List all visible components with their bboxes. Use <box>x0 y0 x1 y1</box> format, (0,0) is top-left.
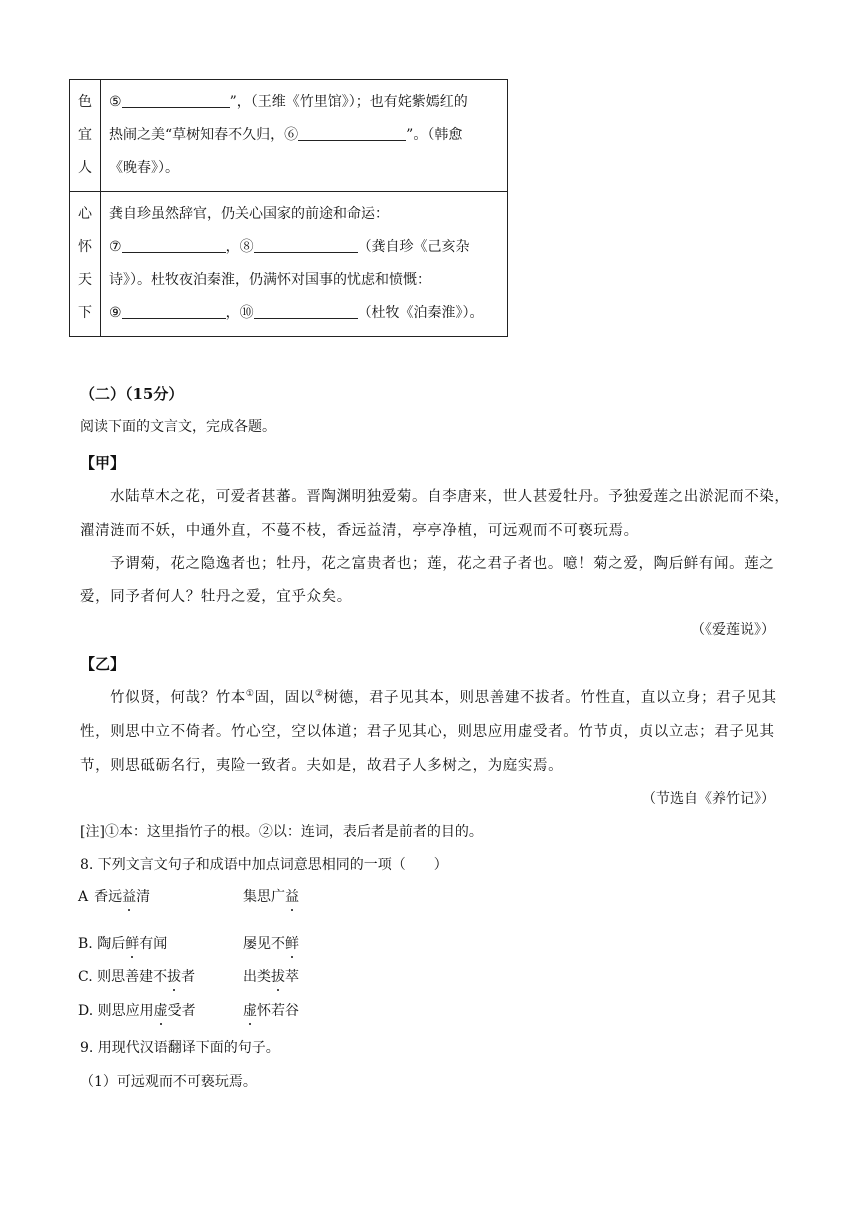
table-line <box>109 152 497 185</box>
blank-number: ⑧ <box>239 239 254 255</box>
answer-blank[interactable] <box>298 126 406 141</box>
footnote-marker: ② <box>314 689 324 700</box>
option-c-idiom <box>243 966 299 986</box>
answer-blank[interactable] <box>254 238 358 253</box>
idiom-text: 屡见不 <box>243 936 285 952</box>
blank-number: ⑥ <box>284 127 299 143</box>
passage-a-text: 爱，同予者何人？牡丹之爱，宜乎众矣。 <box>80 589 352 605</box>
answer-blank[interactable] <box>254 304 358 319</box>
dotted-char: 拔 <box>167 966 181 986</box>
blank-number: ⑩ <box>239 305 254 321</box>
label-char: 宜 <box>78 127 92 143</box>
poetry-fill-table <box>69 79 508 337</box>
blank-number: ⑦ <box>109 239 122 255</box>
line-text: ”，（王维《竹里馆》）；也有姹紫嫣红的 <box>229 94 468 110</box>
label-char: 怀 <box>78 239 92 255</box>
passage-b-text: 性，则思中立不倚者。竹心空，空以体道；君子见其心，则思应用虚受者。竹节贞，贞以立志；君子见其 <box>80 724 775 740</box>
table-row <box>70 192 508 337</box>
idiom-text: 萃 <box>285 969 299 985</box>
footnote: [注]①本：这里指竹子的根。②以：连词，表后者是前者的目的。 <box>80 824 483 840</box>
passage-a-text: 予谓菊，花之隐逸者也；牡丹，花之富贵者也；莲，花之君子者也。噫！菊之爱，陶后鲜有闻。莲之 <box>110 556 775 572</box>
passage-b-heading: 【乙】 <box>80 655 126 673</box>
dotted-char: 益 <box>122 886 136 906</box>
option-b-idiom <box>243 933 299 953</box>
table-line <box>109 119 497 152</box>
option-b[interactable] <box>78 933 167 953</box>
dotted-char: 虚 <box>154 1000 168 1020</box>
option-text: 则思善建不 <box>97 969 168 985</box>
line-text: ， <box>225 305 240 321</box>
option-text: 则思应用 <box>97 1003 154 1019</box>
label-char: 心 <box>78 206 92 222</box>
section-title: （二）（15分） <box>80 385 184 403</box>
option-c[interactable] <box>78 966 195 986</box>
idiom-text: 怀若谷 <box>257 1003 299 1019</box>
dotted-char: 益 <box>285 886 299 906</box>
row-content <box>101 80 508 192</box>
option-label: B. <box>78 936 98 952</box>
passage-a-source: （《爱莲说》） <box>691 622 775 638</box>
idiom-text: 集思广 <box>243 889 285 905</box>
label-char: 色 <box>78 94 92 110</box>
question-8-stem: 8. 下列文言文句子和成语中加点词意思相同的一项（ ） <box>80 857 448 873</box>
option-d[interactable] <box>78 1000 196 1020</box>
text-span: 固，固以 <box>254 690 315 706</box>
option-label: C. <box>78 969 98 985</box>
dotted-char: 鲜 <box>125 933 139 953</box>
line-text: 龚自珍虽然辞官，仍关心国家的前途和命运： <box>109 206 389 222</box>
text-span: 树德，君子见其本，则思善建不拔者。竹性直，直以立身；君子见其 <box>323 690 777 706</box>
table-line <box>109 198 497 231</box>
option-a-idiom <box>243 886 299 906</box>
question-9-sub1: （1）可远观而不可亵玩焉。 <box>80 1074 257 1090</box>
label-char: 天 <box>78 272 92 288</box>
passage-b-text: 节，则思砥砺名行，夷险一致者。夫如是，故君子人多树之，为庭实焉。 <box>80 758 564 774</box>
footnote-marker: ① <box>245 689 255 700</box>
line-text: 热闹之美“草树知春不久归， <box>109 127 285 143</box>
label-char: 人 <box>78 160 92 176</box>
option-label: D. <box>78 1003 98 1019</box>
row-label <box>70 80 101 192</box>
dotted-char: 拔 <box>271 966 285 986</box>
line-text: ， <box>225 239 240 255</box>
row-label <box>70 192 101 337</box>
option-d-idiom <box>243 1000 299 1020</box>
line-text: （龚自珍《己亥杂 <box>357 239 470 255</box>
text-span: 竹似贤，何哉？竹本 <box>110 690 246 706</box>
option-text: 香远 <box>94 889 123 905</box>
option-text: 有闻 <box>139 936 168 952</box>
answer-blank[interactable] <box>122 238 226 253</box>
option-text: 清 <box>136 889 151 905</box>
dotted-char: 虚 <box>243 1000 257 1020</box>
passage-a-text: 濯清涟而不妖，中通外直，不蔓不枝，香远益清，亭亭净植，可远观而不可亵玩焉。 <box>80 523 639 539</box>
table-line <box>109 231 497 264</box>
option-text: 受者 <box>167 1003 196 1019</box>
option-label: A <box>78 889 89 905</box>
passage-a-text: 水陆草木之花，可爱者甚蕃。晋陶渊明独爱菊。自李唐来，世人甚爱牡丹。予独爱莲之出淤泥而不染， <box>110 489 790 505</box>
table-line <box>109 86 497 119</box>
option-text: 者 <box>181 969 196 985</box>
option-text: 陶后 <box>97 936 126 952</box>
question-9-stem: 9. 用现代汉语翻译下面的句子。 <box>80 1040 280 1056</box>
line-text: 诗》）。杜牧夜泊秦淮，仍满怀对国事的忧虑和愤慨： <box>109 272 431 288</box>
answer-blank[interactable] <box>122 304 226 319</box>
line-text: 《晚春》）。 <box>109 160 179 176</box>
idiom-text: 出类 <box>243 969 271 985</box>
blank-number: ⑤ <box>109 94 122 110</box>
table-line <box>109 297 497 330</box>
passage-b-text <box>110 686 777 707</box>
blank-number: ⑨ <box>109 305 122 321</box>
label-char: 下 <box>78 305 92 321</box>
passage-b-source: （节选自《养竹记》） <box>642 791 775 807</box>
table-line <box>109 264 497 297</box>
line-text: （杜牧《泊秦淮》）。 <box>357 305 484 321</box>
passage-a-heading: 【甲】 <box>80 454 126 472</box>
row-content <box>101 192 508 337</box>
section-instruction: 阅读下面的文言文，完成各题。 <box>80 419 276 435</box>
option-a[interactable] <box>78 886 150 906</box>
table-row <box>70 80 508 192</box>
line-text: ”。（韩愈 <box>406 127 463 143</box>
dotted-char: 鲜 <box>285 933 299 953</box>
answer-blank[interactable] <box>122 93 230 108</box>
